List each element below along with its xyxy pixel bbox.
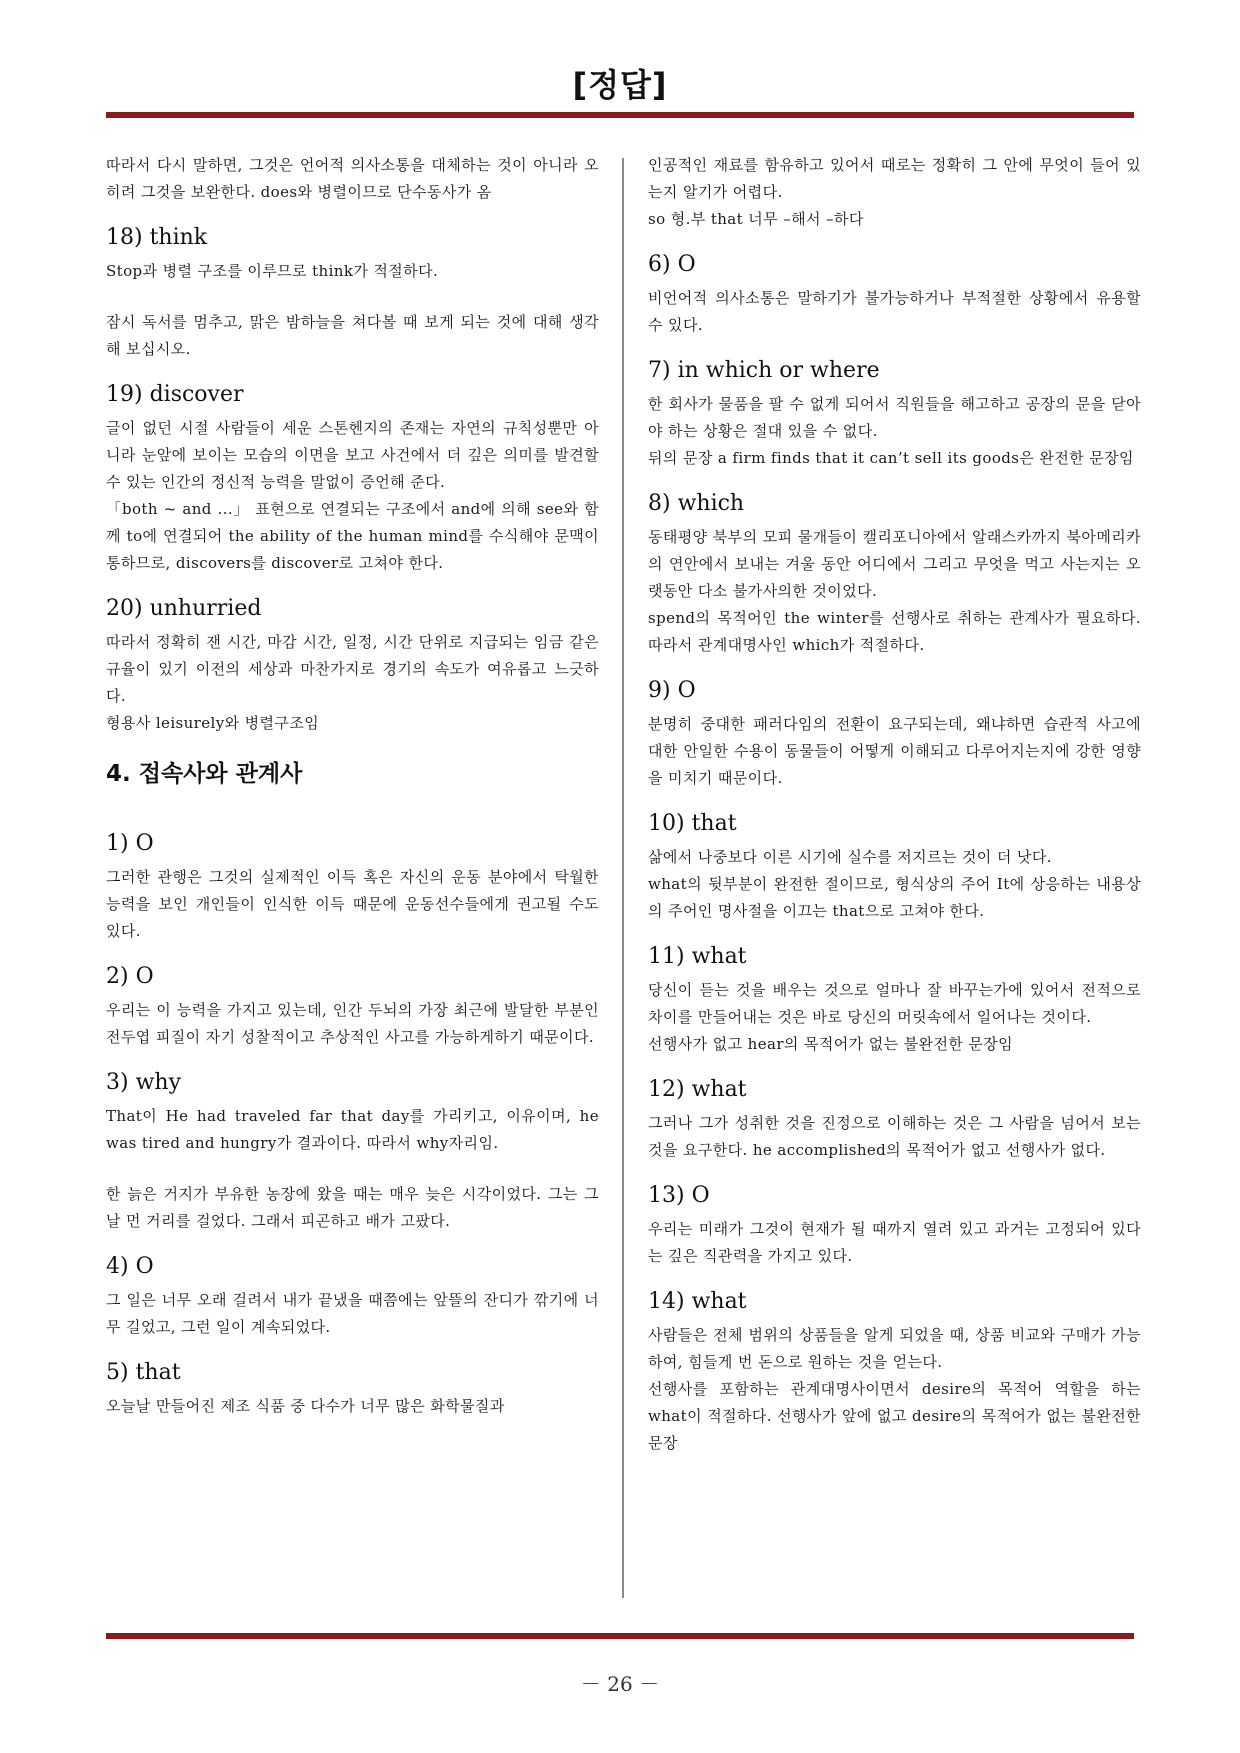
- answer-heading: 1) O: [106, 831, 154, 856]
- answer-3: [106, 1069, 599, 1235]
- paragraph: 형용사 leisurely와 병렬구조임: [106, 714, 320, 732]
- paragraph: 삶에서 나중보다 이른 시기에 실수를 저지르는 것이 더 낫다.: [648, 848, 1052, 866]
- answer-1: [106, 830, 599, 945]
- paragraph: 사람들은 전체 범위의 상품들을 알게 되었을 때, 상품 비교와 구매가 가능하여, 힘들게 번 돈으로 원하는 것을 얻는다.: [648, 1326, 1141, 1371]
- page-title: [정답]: [572, 66, 668, 104]
- left-column: [106, 152, 599, 1438]
- paragraph: spend의 목적어인 the winter를 선행사로 취하는 관계사가 필요하다. 따라서 관계대명사인 which가 적절하다.: [648, 609, 1141, 654]
- paragraph: 인공적인 재료를 함유하고 있어서 때로는 정확히 그 안에 무엇이 들어 있는지 알기가 어렵다.: [648, 156, 1141, 201]
- paragraph: 그러한 관행은 그것의 실제적인 이득 혹은 자신의 운동 분야에서 탁월한 능력을 보인 개인들이 인식한 이득 때문에 운동선수들에게 권고될 수도 있다.: [106, 868, 599, 940]
- paragraph: what의 뒷부분이 완전한 절이므로, 형식상의 주어 It에 상응하는 내용상의 주어인 명사절을 이끄는 that으로 고쳐야 한다.: [648, 875, 1141, 920]
- paragraph: 잠시 독서를 멈추고, 맑은 밤하늘을 쳐다볼 때 보게 되는 것에 대해 생각해 보십시오.: [106, 313, 599, 358]
- paragraph: 그 일은 너무 오래 걸려서 내가 끝냈을 때쯤에는 앞뜰의 잔디가 깎기에 너무 길었고, 그런 일이 계속되었다.: [106, 1291, 599, 1336]
- paragraph: 따라서 정확히 잰 시간, 마감 시간, 일정, 시간 단위로 지급되는 임금 같은 규율이 있기 이전의 세상과 마찬가지로 경기의 속도가 여유롭고 느긋하다.: [106, 633, 599, 705]
- answer-9: [648, 677, 1141, 792]
- answer-heading: 18) think: [106, 225, 208, 250]
- spacer: [106, 1157, 599, 1181]
- answer-heading: 5) that: [106, 1360, 181, 1385]
- bottom-rule: [106, 1633, 1134, 1639]
- answer-heading: 20) unhurried: [106, 596, 262, 621]
- answer-heading: 4) O: [106, 1254, 154, 1279]
- answer-heading: 13) O: [648, 1183, 710, 1208]
- paragraph: Stop과 병렬 구조를 이루므로 think가 적절하다.: [106, 262, 439, 280]
- paragraph: 뒤의 문장 a firm finds that it can’t sell its goods은 완전한 문장임: [648, 449, 1134, 467]
- intro-right: [648, 152, 1141, 233]
- answer-heading: 3) why: [106, 1070, 182, 1095]
- answer-heading: 19) discover: [106, 382, 244, 407]
- answer-20: [106, 595, 599, 737]
- paragraph: 그러나 그가 성취한 것을 진정으로 이해하는 것은 그 사람을 넘어서 보는 것을 요구한다. he accomplished의 목적어가 없고 선행사가 없다.: [648, 1114, 1141, 1159]
- answer-8: [648, 490, 1141, 659]
- answer-heading: 9) O: [648, 678, 696, 703]
- paragraph: That이 He had traveled far that day를 가리키고, 이유이며, he was tired and hungry가 결과이다. 따라서 why자리임.: [106, 1107, 599, 1152]
- answer-18: [106, 224, 599, 363]
- answer-heading: 10) that: [648, 811, 737, 836]
- spacer: [106, 285, 599, 309]
- answer-heading: 14) what: [648, 1289, 747, 1314]
- paragraph: 우리는 미래가 그것이 현재가 될 때까지 열려 있고 과거는 고정되어 있다는 깊은 직관력을 가지고 있다.: [648, 1220, 1141, 1265]
- paragraph: 우리는 이 능력을 가지고 있는데, 인간 두뇌의 가장 최근에 발달한 부분인 전두엽 피질이 자기 성찰적이고 추상적인 사고를 가능하게하기 때문이다.: [106, 1001, 599, 1046]
- paragraph: 「both ~ and ...」 표현으로 연결되는 구조에서 and에 의해 see와 함께 to에 연결되어 the ability of the human mind를 수식해야 문맥이 통하므로, discovers를 discover로 고쳐야 한다.: [106, 500, 599, 572]
- intro-left: [106, 152, 599, 206]
- answer-10: [648, 810, 1141, 925]
- top-rule: [106, 112, 1134, 118]
- answer-13: [648, 1182, 1141, 1270]
- answer-heading: 6) O: [648, 252, 696, 277]
- paragraph: 분명히 중대한 패러다임의 전환이 요구되는데, 왜냐하면 습관적 사고에 대한 안일한 수용이 동물들이 어떻게 이해되고 다루어지는지에 강한 영향을 미치기 때문이다.: [648, 715, 1141, 787]
- answer-heading: 2) O: [106, 964, 154, 989]
- answer-heading: 7) in which or where: [648, 358, 880, 383]
- page-number: － 26 －: [580, 1672, 660, 1696]
- paragraph: 선행사가 없고 hear의 목적어가 없는 불완전한 문장임: [648, 1035, 1014, 1053]
- answer-19: [106, 381, 599, 577]
- answer-heading: 12) what: [648, 1077, 747, 1102]
- paragraph: 오늘날 만들어진 제조 식품 중 다수가 너무 많은 화학물질과: [106, 1397, 505, 1415]
- answer-11: [648, 943, 1141, 1058]
- chapter-heading: 4. 접속사와 관계사: [106, 761, 303, 787]
- answer-heading: 8) which: [648, 491, 745, 516]
- answer-2: [106, 963, 599, 1051]
- answer-4: [106, 1253, 599, 1341]
- paragraph: 따라서 다시 말하면, 그것은 언어적 의사소통을 대체하는 것이 아니라 오히려 그것을 보완한다. does와 병렬이므로 단수동사가 옴: [106, 156, 599, 201]
- answer-12: [648, 1076, 1141, 1164]
- right-column: [648, 152, 1141, 1475]
- answer-heading: 11) what: [648, 944, 747, 969]
- answer-5: [106, 1359, 599, 1420]
- paragraph: 한 회사가 물품을 팔 수 없게 되어서 직원들을 해고하고 공장의 문을 닫아야 하는 상황은 절대 있을 수 없다.: [648, 395, 1141, 440]
- paragraph: 당신이 듣는 것을 배우는 것으로 얼마나 잘 바꾸는가에 있어서 전적으로 차이를 만들어내는 것은 바로 당신의 머릿속에서 일어나는 것이다.: [648, 981, 1141, 1026]
- answer-6: [648, 251, 1141, 339]
- paragraph: 선행사를 포함하는 관계대명사이면서 desire의 목적어 역할을 하는 what이 적절하다. 선행사가 앞에 없고 desire의 목적어가 없는 불완전한 문장: [648, 1380, 1141, 1452]
- paragraph: so 형.부 that 너무 –해서 –하다: [648, 210, 864, 228]
- answer-14: [648, 1288, 1141, 1457]
- paragraph: 비언어적 의사소통은 말하기가 불가능하거나 부적절한 상황에서 유용할 수 있다.: [648, 289, 1141, 334]
- paragraph: 동태평양 북부의 모피 물개들이 캘리포니아에서 알래스카까지 북아메리카의 연안에서 보내는 겨울 동안 어디에서 그리고 무엇을 먹고 사는지는 오랫동안 다소 불가사의한 것이었다.: [648, 528, 1141, 600]
- paragraph: 글이 없던 시절 사람들이 세운 스톤헨지의 존재는 자연의 규칙성뿐만 아니라 눈앞에 보이는 모습의 이면을 보고 사건에서 더 깊은 의미를 발견할 수 있는 인간의 정신적 능력을 말없이 증언해 준다.: [106, 419, 599, 491]
- answer-7: [648, 357, 1141, 472]
- column-divider: [622, 158, 624, 1598]
- paragraph: 한 늙은 거지가 부유한 농장에 왔을 때는 매우 늦은 시각이었다. 그는 그날 먼 거리를 걸었다. 그래서 피곤하고 배가 고팠다.: [106, 1185, 599, 1230]
